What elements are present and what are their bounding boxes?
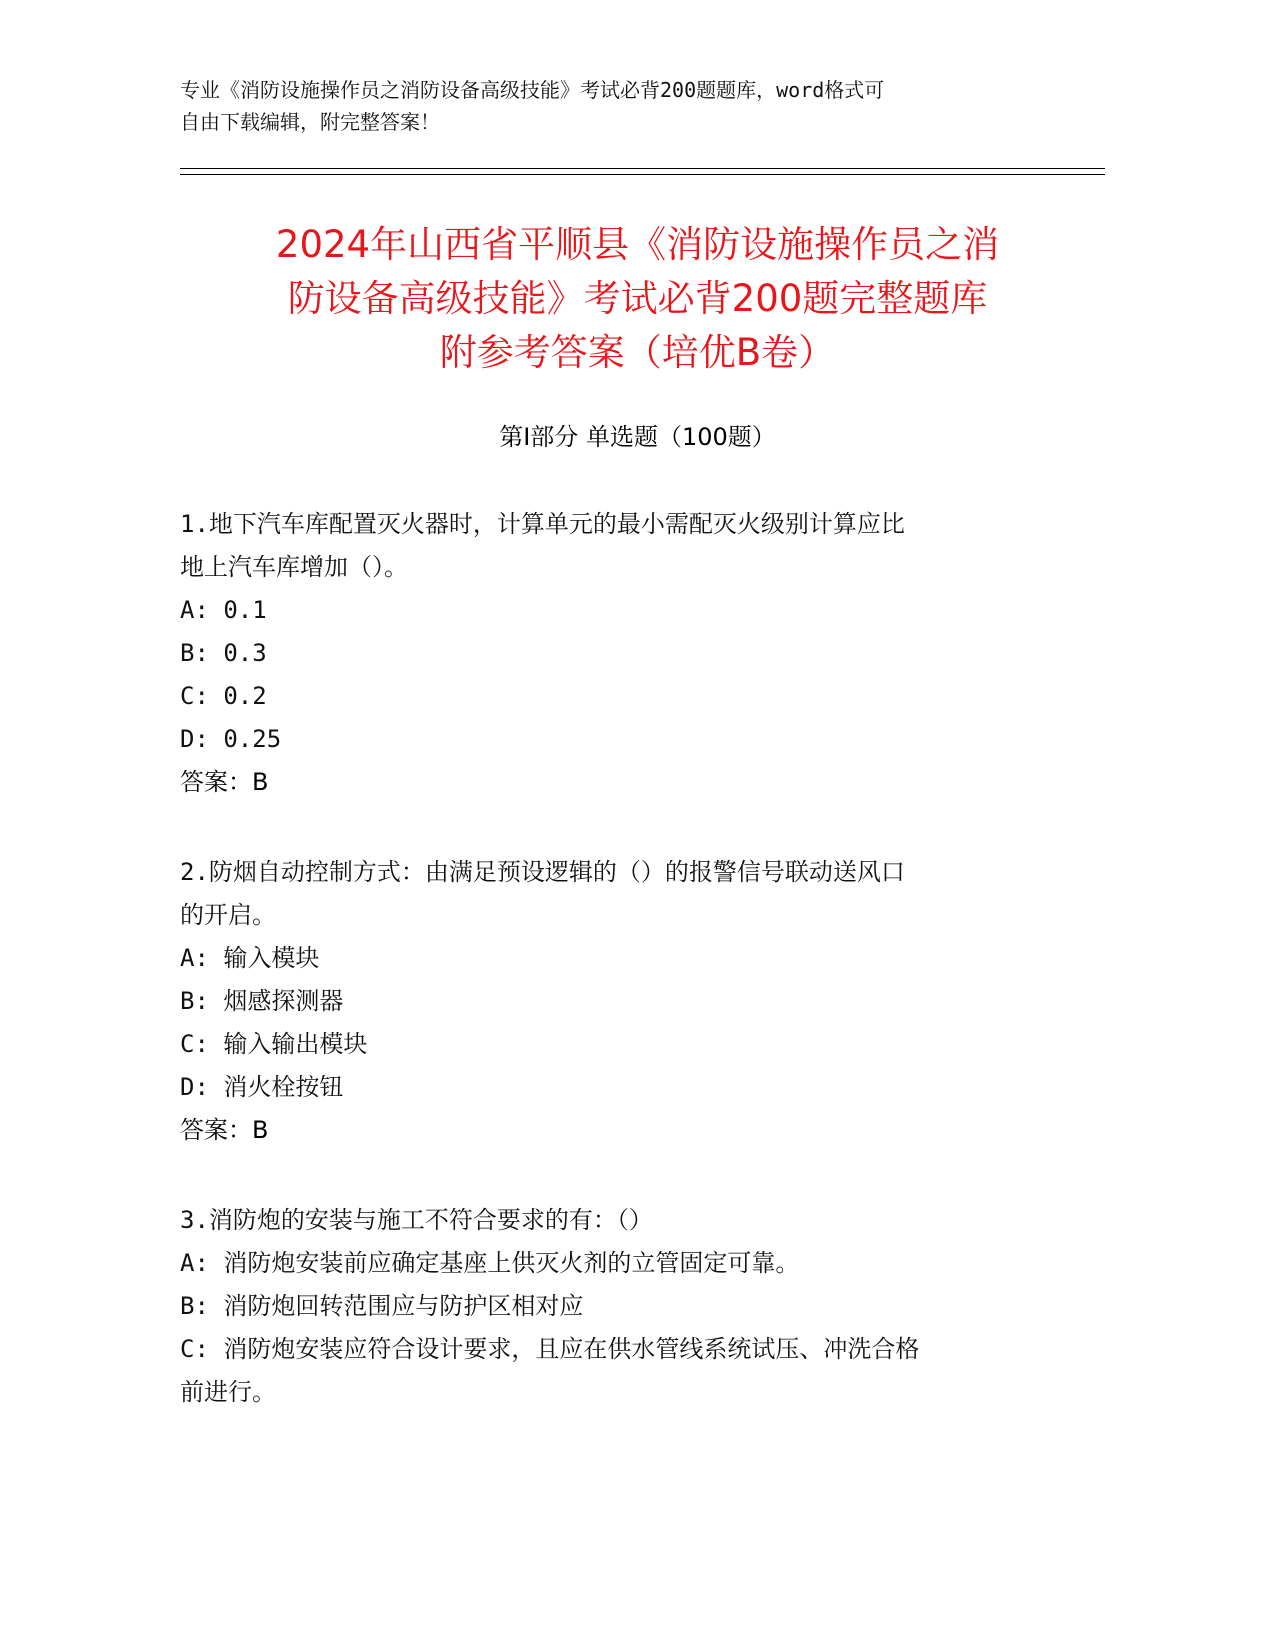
document-title-line-2: 防设备高级技能》考试必背200题完整题库 — [287, 277, 988, 320]
document-title-line-1: 2024年山西省平顺县《消防设施操作员之消 — [275, 223, 1000, 266]
header-note-line-2: 自由下载编辑，附完整答案！ — [180, 110, 440, 134]
question-stem: 3.消防炮的安装与施工不符合要求的有：（） — [180, 1206, 653, 1234]
answer: 答案：B — [180, 1116, 269, 1144]
question-1 — [180, 503, 1060, 804]
section-title: 第I部分 单选题（100题） — [499, 423, 776, 451]
option-d: D: 消火栓按钮 — [180, 1073, 344, 1101]
answer: 答案：B — [180, 768, 269, 796]
option-b: B: 0.3 — [180, 639, 267, 667]
option-a: A: 输入模块 — [180, 944, 320, 972]
header-divider-top — [180, 168, 1105, 169]
header-note-line-1: 专业《消防设施操作员之消防设备高级技能》考试必背200题题库，word格式可 — [180, 78, 885, 102]
header-note — [180, 74, 1060, 138]
option-c: C: 消防炮安装应符合设计要求，且应在供水管线系统试压、冲洗合格 — [180, 1335, 920, 1363]
option-c: C: 输入输出模块 — [180, 1030, 368, 1058]
option-a: A: 0.1 — [180, 596, 267, 624]
option-b: B: 烟感探测器 — [180, 987, 344, 1015]
question-stem: 1.地下汽车库配置灭火器时，计算单元的最小需配灭火级别计算应比 — [180, 510, 905, 538]
document-title — [150, 218, 1125, 380]
option-b: B: 消防炮回转范围应与防护区相对应 — [180, 1292, 584, 1320]
question-3 — [180, 1199, 1060, 1414]
question-stem-continued: 的开启。 — [180, 901, 276, 929]
option-c-continued: 前进行。 — [180, 1378, 276, 1406]
question-stem: 2.防烟自动控制方式：由满足预设逻辑的（）的报警信号联动送风口 — [180, 858, 905, 886]
question-stem-continued: 地上汽车库增加（）。 — [180, 553, 408, 581]
question-2 — [180, 851, 1060, 1152]
option-a: A: 消防炮安装前应确定基座上供灭火剂的立管固定可靠。 — [180, 1249, 800, 1277]
option-d: D: 0.25 — [180, 725, 282, 753]
option-c: C: 0.2 — [180, 682, 267, 710]
document-title-line-3: 附参考答案（培优B卷） — [439, 331, 836, 374]
header-divider-bottom — [180, 174, 1105, 175]
